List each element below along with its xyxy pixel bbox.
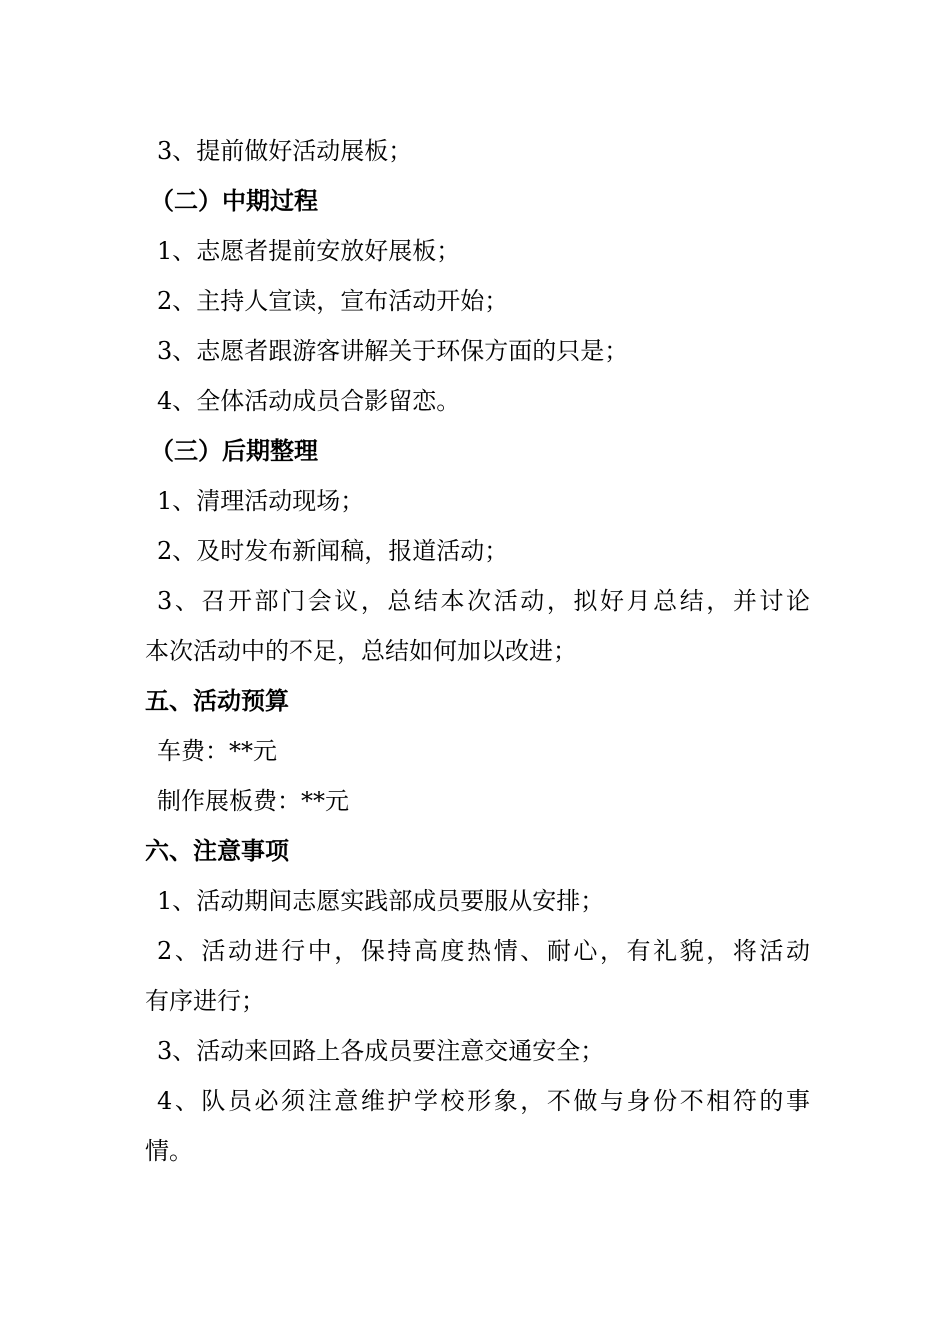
- list-item-continuation: 情。: [145, 1137, 193, 1165]
- list-item: 4、全体活动成员合影留恋。: [157, 387, 461, 415]
- list-item: 1、清理活动现场；: [157, 487, 365, 515]
- list-item: 3、提前做好活动展板；: [157, 137, 413, 165]
- section-heading: 六、注意事项: [145, 836, 289, 865]
- list-item: 3、志愿者跟游客讲解关于环保方面的只是；: [157, 337, 629, 365]
- list-item: 2、主持人宣读，宣布活动开始；: [157, 287, 509, 315]
- list-item: 4、队员必须注意维护学校形象，不做与身份不相符的事: [157, 1087, 810, 1115]
- list-item: 2、及时发布新闻稿，报道活动；: [157, 537, 509, 565]
- budget-item: 制作展板费：**元: [157, 787, 349, 815]
- list-item-continuation: 有序进行；: [145, 987, 265, 1015]
- list-item: 3、活动来回路上各成员要注意交通安全；: [157, 1037, 605, 1065]
- list-item: 1、志愿者提前安放好展板；: [157, 237, 461, 265]
- list-item: 3、召开部门会议，总结本次活动，拟好月总结，并讨论: [157, 587, 810, 615]
- document-page: [145, 126, 810, 1176]
- budget-item: 车费：**元: [157, 737, 277, 765]
- list-item: 1、活动期间志愿实践部成员要服从安排；: [157, 887, 605, 915]
- list-item-continuation: 本次活动中的不足，总结如何加以改进；: [145, 637, 577, 665]
- list-item: 2、活动进行中，保持高度热情、耐心，有礼貌，将活动: [157, 937, 810, 965]
- section-heading: （二）中期过程: [150, 186, 318, 215]
- section-heading: （三）后期整理: [150, 436, 318, 465]
- section-heading: 五、活动预算: [145, 686, 289, 715]
